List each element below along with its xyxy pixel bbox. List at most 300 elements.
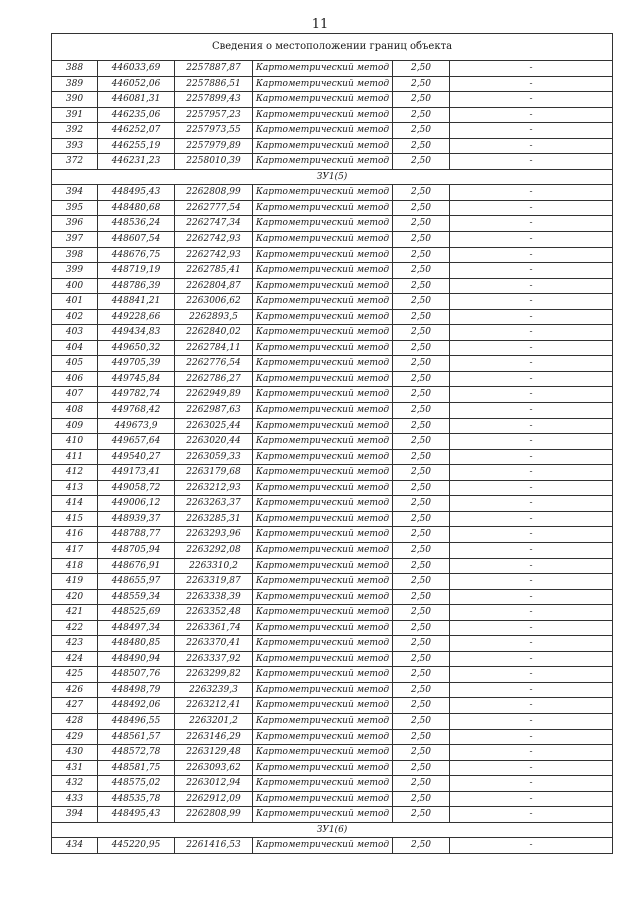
method-cell: Картометрический метод <box>253 294 393 310</box>
x-coordinate-cell: 448497,34 <box>98 620 175 636</box>
x-coordinate-cell: 446081,31 <box>98 92 175 108</box>
point-number-cell: 392 <box>52 123 98 139</box>
table-row <box>52 807 613 823</box>
x-coordinate-cell: 446255,19 <box>98 138 175 154</box>
x-coordinate-cell: 448507,76 <box>98 667 175 683</box>
extra-cell: - <box>450 403 613 419</box>
point-number-cell: 399 <box>52 263 98 279</box>
extra-cell: - <box>450 527 613 543</box>
table-row <box>52 729 613 745</box>
y-coordinate-cell: 2261416,53 <box>175 838 253 854</box>
extra-cell: - <box>450 480 613 496</box>
method-cell: Картометрический метод <box>253 605 393 621</box>
point-number-cell: 434 <box>52 838 98 854</box>
point-number-cell: 406 <box>52 371 98 387</box>
table-row <box>52 480 613 496</box>
y-coordinate-cell: 2262786,27 <box>175 371 253 387</box>
extra-cell: - <box>450 791 613 807</box>
point-number-cell: 389 <box>52 76 98 92</box>
method-cell: Картометрический метод <box>253 574 393 590</box>
point-number-cell: 397 <box>52 232 98 248</box>
method-cell: Картометрический метод <box>253 776 393 792</box>
precision-cell: 2,50 <box>393 667 450 683</box>
y-coordinate-cell: 2262747,34 <box>175 216 253 232</box>
x-coordinate-cell: 449228,66 <box>98 309 175 325</box>
x-coordinate-cell: 448492,06 <box>98 698 175 714</box>
extra-cell: - <box>450 511 613 527</box>
method-cell: Картометрический метод <box>253 713 393 729</box>
method-cell: Картометрический метод <box>253 496 393 512</box>
point-number-cell: 393 <box>52 138 98 154</box>
point-number-cell: 425 <box>52 667 98 683</box>
table-row <box>52 340 613 356</box>
precision-cell: 2,50 <box>393 465 450 481</box>
x-coordinate-cell: 448676,91 <box>98 558 175 574</box>
point-number-cell: 404 <box>52 340 98 356</box>
x-coordinate-cell: 448559,34 <box>98 589 175 605</box>
precision-cell: 2,50 <box>393 776 450 792</box>
precision-cell: 2,50 <box>393 371 450 387</box>
method-cell: Картометрический метод <box>253 760 393 776</box>
precision-cell: 2,50 <box>393 605 450 621</box>
table-row <box>52 185 613 201</box>
table-row <box>52 278 613 294</box>
method-cell: Картометрический метод <box>253 107 393 123</box>
y-coordinate-cell: 2263337,92 <box>175 651 253 667</box>
extra-cell: - <box>450 776 613 792</box>
y-coordinate-cell: 2262804,87 <box>175 278 253 294</box>
y-coordinate-cell: 2263179,68 <box>175 465 253 481</box>
point-number-cell: 429 <box>52 729 98 745</box>
precision-cell: 2,50 <box>393 574 450 590</box>
method-cell: Картометрический метод <box>253 200 393 216</box>
method-cell: Картометрический метод <box>253 745 393 761</box>
point-number-cell: 419 <box>52 574 98 590</box>
method-cell: Картометрический метод <box>253 371 393 387</box>
precision-cell: 2,50 <box>393 713 450 729</box>
y-coordinate-cell: 2263370,41 <box>175 636 253 652</box>
x-coordinate-cell: 449782,74 <box>98 387 175 403</box>
method-cell: Картометрический метод <box>253 589 393 605</box>
table-row <box>52 138 613 154</box>
table-row <box>52 403 613 419</box>
extra-cell: - <box>450 807 613 823</box>
precision-cell: 2,50 <box>393 185 450 201</box>
precision-cell: 2,50 <box>393 263 450 279</box>
extra-cell: - <box>450 698 613 714</box>
precision-cell: 2,50 <box>393 434 450 450</box>
y-coordinate-cell: 2263285,31 <box>175 511 253 527</box>
x-coordinate-cell: 448705,94 <box>98 542 175 558</box>
x-coordinate-cell: 449434,83 <box>98 325 175 341</box>
method-cell: Картометрический метод <box>253 651 393 667</box>
x-coordinate-cell: 448536,24 <box>98 216 175 232</box>
y-coordinate-cell: 2263239,3 <box>175 682 253 698</box>
x-coordinate-cell: 449745,84 <box>98 371 175 387</box>
table-row <box>52 511 613 527</box>
method-cell: Картометрический метод <box>253 387 393 403</box>
point-number-cell: 394 <box>52 807 98 823</box>
x-coordinate-cell: 446231,23 <box>98 154 175 170</box>
precision-cell: 2,50 <box>393 216 450 232</box>
precision-cell: 2,50 <box>393 309 450 325</box>
point-number-cell: 372 <box>52 154 98 170</box>
y-coordinate-cell: 2262784,11 <box>175 340 253 356</box>
precision-cell: 2,50 <box>393 511 450 527</box>
y-coordinate-cell: 2263146,29 <box>175 729 253 745</box>
table-row <box>52 574 613 590</box>
point-number-cell: 428 <box>52 713 98 729</box>
point-number-cell: 398 <box>52 247 98 263</box>
x-coordinate-cell: 449657,64 <box>98 434 175 450</box>
x-coordinate-cell: 448490,94 <box>98 651 175 667</box>
y-coordinate-cell: 2257979,89 <box>175 138 253 154</box>
y-coordinate-cell: 2262742,93 <box>175 247 253 263</box>
precision-cell: 2,50 <box>393 698 450 714</box>
table-row <box>52 698 613 714</box>
point-number-cell: 417 <box>52 542 98 558</box>
method-cell: Картометрический метод <box>253 620 393 636</box>
method-cell: Картометрический метод <box>253 216 393 232</box>
x-coordinate-cell: 449650,32 <box>98 340 175 356</box>
point-number-cell: 410 <box>52 434 98 450</box>
extra-cell: - <box>450 92 613 108</box>
extra-cell: - <box>450 247 613 263</box>
y-coordinate-cell: 2263263,37 <box>175 496 253 512</box>
extra-cell: - <box>450 542 613 558</box>
precision-cell: 2,50 <box>393 232 450 248</box>
table-row <box>52 356 613 372</box>
point-number-cell: 403 <box>52 325 98 341</box>
extra-cell: - <box>450 682 613 698</box>
precision-cell: 2,50 <box>393 76 450 92</box>
method-cell: Картометрический метод <box>253 61 393 77</box>
extra-cell: - <box>450 589 613 605</box>
extra-cell: - <box>450 76 613 92</box>
method-cell: Картометрический метод <box>253 263 393 279</box>
table-row <box>52 791 613 807</box>
x-coordinate-cell: 448788,77 <box>98 527 175 543</box>
point-number-cell: 423 <box>52 636 98 652</box>
y-coordinate-cell: 2263006,62 <box>175 294 253 310</box>
method-cell: Картометрический метод <box>253 807 393 823</box>
extra-cell: - <box>450 216 613 232</box>
x-coordinate-cell: 448535,78 <box>98 791 175 807</box>
y-coordinate-cell: 2263310,2 <box>175 558 253 574</box>
y-coordinate-cell: 2258010,39 <box>175 154 253 170</box>
extra-cell: - <box>450 838 613 854</box>
extra-cell: - <box>450 294 613 310</box>
table-row <box>52 92 613 108</box>
y-coordinate-cell: 2263129,48 <box>175 745 253 761</box>
section-row <box>52 822 613 838</box>
table-row <box>52 620 613 636</box>
method-cell: Картометрический метод <box>253 682 393 698</box>
y-coordinate-cell: 2257899,43 <box>175 92 253 108</box>
x-coordinate-cell: 448561,57 <box>98 729 175 745</box>
x-coordinate-cell: 446052,06 <box>98 76 175 92</box>
precision-cell: 2,50 <box>393 636 450 652</box>
y-coordinate-cell: 2257957,23 <box>175 107 253 123</box>
y-coordinate-cell: 2263212,93 <box>175 480 253 496</box>
y-coordinate-cell: 2262949,89 <box>175 387 253 403</box>
point-number-cell: 416 <box>52 527 98 543</box>
point-number-cell: 427 <box>52 698 98 714</box>
point-number-cell: 418 <box>52 558 98 574</box>
method-cell: Картометрический метод <box>253 76 393 92</box>
table-row <box>52 605 613 621</box>
method-cell: Картометрический метод <box>253 729 393 745</box>
y-coordinate-cell: 2263319,87 <box>175 574 253 590</box>
y-coordinate-cell: 2263293,96 <box>175 527 253 543</box>
table-row <box>52 449 613 465</box>
precision-cell: 2,50 <box>393 480 450 496</box>
table-row <box>52 527 613 543</box>
point-number-cell: 412 <box>52 465 98 481</box>
point-number-cell: 400 <box>52 278 98 294</box>
precision-cell: 2,50 <box>393 107 450 123</box>
method-cell: Картометрический метод <box>253 542 393 558</box>
extra-cell: - <box>450 418 613 434</box>
precision-cell: 2,50 <box>393 403 450 419</box>
method-cell: Картометрический метод <box>253 636 393 652</box>
y-coordinate-cell: 2263025,44 <box>175 418 253 434</box>
y-coordinate-cell: 2263338,39 <box>175 589 253 605</box>
extra-cell: - <box>450 263 613 279</box>
precision-cell: 2,50 <box>393 356 450 372</box>
x-coordinate-cell: 448572,78 <box>98 745 175 761</box>
extra-cell: - <box>450 278 613 294</box>
table-row <box>52 667 613 683</box>
method-cell: Картометрический метод <box>253 309 393 325</box>
section-label: ЗУ1(5) <box>52 169 613 185</box>
table-row <box>52 154 613 170</box>
point-number-cell: 395 <box>52 200 98 216</box>
table-row <box>52 232 613 248</box>
point-number-cell: 388 <box>52 61 98 77</box>
extra-cell: - <box>450 371 613 387</box>
x-coordinate-cell: 448655,97 <box>98 574 175 590</box>
y-coordinate-cell: 2263212,41 <box>175 698 253 714</box>
method-cell: Картометрический метод <box>253 465 393 481</box>
y-coordinate-cell: 2263093,62 <box>175 760 253 776</box>
extra-cell: - <box>450 185 613 201</box>
extra-cell: - <box>450 61 613 77</box>
table-row <box>52 434 613 450</box>
table-row <box>52 76 613 92</box>
y-coordinate-cell: 2257973,55 <box>175 123 253 139</box>
extra-cell: - <box>450 745 613 761</box>
table-row <box>52 589 613 605</box>
x-coordinate-cell: 448575,02 <box>98 776 175 792</box>
section-row <box>52 169 613 185</box>
method-cell: Картометрический метод <box>253 278 393 294</box>
precision-cell: 2,50 <box>393 123 450 139</box>
precision-cell: 2,50 <box>393 294 450 310</box>
extra-cell: - <box>450 340 613 356</box>
precision-cell: 2,50 <box>393 138 450 154</box>
table-row <box>52 371 613 387</box>
precision-cell: 2,50 <box>393 92 450 108</box>
section-label: ЗУ1(6) <box>52 822 613 838</box>
method-cell: Картометрический метод <box>253 838 393 854</box>
precision-cell: 2,50 <box>393 278 450 294</box>
y-coordinate-cell: 2263020,44 <box>175 434 253 450</box>
precision-cell: 2,50 <box>393 791 450 807</box>
table-row <box>52 418 613 434</box>
method-cell: Картометрический метод <box>253 480 393 496</box>
method-cell: Картометрический метод <box>253 403 393 419</box>
table-row <box>52 325 613 341</box>
extra-cell: - <box>450 713 613 729</box>
precision-cell: 2,50 <box>393 542 450 558</box>
x-coordinate-cell: 449540,27 <box>98 449 175 465</box>
y-coordinate-cell: 2263292,08 <box>175 542 253 558</box>
point-number-cell: 402 <box>52 309 98 325</box>
point-number-cell: 424 <box>52 651 98 667</box>
extra-cell: - <box>450 325 613 341</box>
y-coordinate-cell: 2262776,54 <box>175 356 253 372</box>
precision-cell: 2,50 <box>393 651 450 667</box>
extra-cell: - <box>450 574 613 590</box>
point-number-cell: 396 <box>52 216 98 232</box>
x-coordinate-cell: 449705,39 <box>98 356 175 372</box>
x-coordinate-cell: 448676,75 <box>98 247 175 263</box>
extra-cell: - <box>450 558 613 574</box>
x-coordinate-cell: 448495,43 <box>98 807 175 823</box>
point-number-cell: 391 <box>52 107 98 123</box>
extra-cell: - <box>450 107 613 123</box>
point-number-cell: 413 <box>52 480 98 496</box>
x-coordinate-cell: 448786,39 <box>98 278 175 294</box>
y-coordinate-cell: 2263201,2 <box>175 713 253 729</box>
method-cell: Картометрический метод <box>253 511 393 527</box>
x-coordinate-cell: 449173,41 <box>98 465 175 481</box>
method-cell: Картометрический метод <box>253 232 393 248</box>
point-number-cell: 415 <box>52 511 98 527</box>
table-row <box>52 107 613 123</box>
precision-cell: 2,50 <box>393 61 450 77</box>
extra-cell: - <box>450 729 613 745</box>
method-cell: Картометрический метод <box>253 418 393 434</box>
precision-cell: 2,50 <box>393 496 450 512</box>
table-row <box>52 247 613 263</box>
y-coordinate-cell: 2257886,51 <box>175 76 253 92</box>
extra-cell: - <box>450 605 613 621</box>
x-coordinate-cell: 448939,37 <box>98 511 175 527</box>
point-number-cell: 407 <box>52 387 98 403</box>
method-cell: Картометрический метод <box>253 92 393 108</box>
precision-cell: 2,50 <box>393 589 450 605</box>
table-title-row <box>52 34 613 61</box>
extra-cell: - <box>450 123 613 139</box>
table-title: Сведения о местоположении границ объекта <box>52 34 613 61</box>
point-number-cell: 414 <box>52 496 98 512</box>
y-coordinate-cell: 2262840,02 <box>175 325 253 341</box>
table-row <box>52 776 613 792</box>
point-number-cell: 432 <box>52 776 98 792</box>
point-number-cell: 390 <box>52 92 98 108</box>
point-number-cell: 420 <box>52 589 98 605</box>
table-row <box>52 123 613 139</box>
extra-cell: - <box>450 620 613 636</box>
y-coordinate-cell: 2263352,48 <box>175 605 253 621</box>
method-cell: Картометрический метод <box>253 558 393 574</box>
point-number-cell: 431 <box>52 760 98 776</box>
point-number-cell: 411 <box>52 449 98 465</box>
table-row <box>52 294 613 310</box>
method-cell: Картометрический метод <box>253 449 393 465</box>
x-coordinate-cell: 449673,9 <box>98 418 175 434</box>
table-row <box>52 216 613 232</box>
x-coordinate-cell: 448480,85 <box>98 636 175 652</box>
point-number-cell: 433 <box>52 791 98 807</box>
point-number-cell: 405 <box>52 356 98 372</box>
extra-cell: - <box>450 309 613 325</box>
extra-cell: - <box>450 434 613 450</box>
method-cell: Картометрический метод <box>253 325 393 341</box>
table-row <box>52 651 613 667</box>
y-coordinate-cell: 2262785,41 <box>175 263 253 279</box>
table-row <box>52 263 613 279</box>
method-cell: Картометрический метод <box>253 123 393 139</box>
method-cell: Картометрический метод <box>253 698 393 714</box>
y-coordinate-cell: 2263012,94 <box>175 776 253 792</box>
precision-cell: 2,50 <box>393 745 450 761</box>
table-row <box>52 745 613 761</box>
precision-cell: 2,50 <box>393 838 450 854</box>
method-cell: Картометрический метод <box>253 356 393 372</box>
y-coordinate-cell: 2263361,74 <box>175 620 253 636</box>
precision-cell: 2,50 <box>393 449 450 465</box>
extra-cell: - <box>450 760 613 776</box>
extra-cell: - <box>450 232 613 248</box>
precision-cell: 2,50 <box>393 729 450 745</box>
method-cell: Картометрический метод <box>253 791 393 807</box>
y-coordinate-cell: 2262742,93 <box>175 232 253 248</box>
x-coordinate-cell: 445220,95 <box>98 838 175 854</box>
method-cell: Картометрический метод <box>253 185 393 201</box>
x-coordinate-cell: 448581,75 <box>98 760 175 776</box>
extra-cell: - <box>450 387 613 403</box>
x-coordinate-cell: 448607,54 <box>98 232 175 248</box>
y-coordinate-cell: 2262893,5 <box>175 309 253 325</box>
point-number-cell: 421 <box>52 605 98 621</box>
table-row <box>52 387 613 403</box>
point-number-cell: 426 <box>52 682 98 698</box>
precision-cell: 2,50 <box>393 200 450 216</box>
boundary-coordinates-table <box>51 33 613 854</box>
extra-cell: - <box>450 449 613 465</box>
precision-cell: 2,50 <box>393 620 450 636</box>
table-row <box>52 61 613 77</box>
point-number-cell: 430 <box>52 745 98 761</box>
y-coordinate-cell: 2257887,87 <box>175 61 253 77</box>
table-row <box>52 309 613 325</box>
table-row <box>52 558 613 574</box>
point-number-cell: 401 <box>52 294 98 310</box>
precision-cell: 2,50 <box>393 807 450 823</box>
point-number-cell: 394 <box>52 185 98 201</box>
precision-cell: 2,50 <box>393 325 450 341</box>
x-coordinate-cell: 448496,55 <box>98 713 175 729</box>
method-cell: Картометрический метод <box>253 340 393 356</box>
table-row <box>52 713 613 729</box>
precision-cell: 2,50 <box>393 387 450 403</box>
table-row <box>52 760 613 776</box>
y-coordinate-cell: 2262987,63 <box>175 403 253 419</box>
precision-cell: 2,50 <box>393 247 450 263</box>
